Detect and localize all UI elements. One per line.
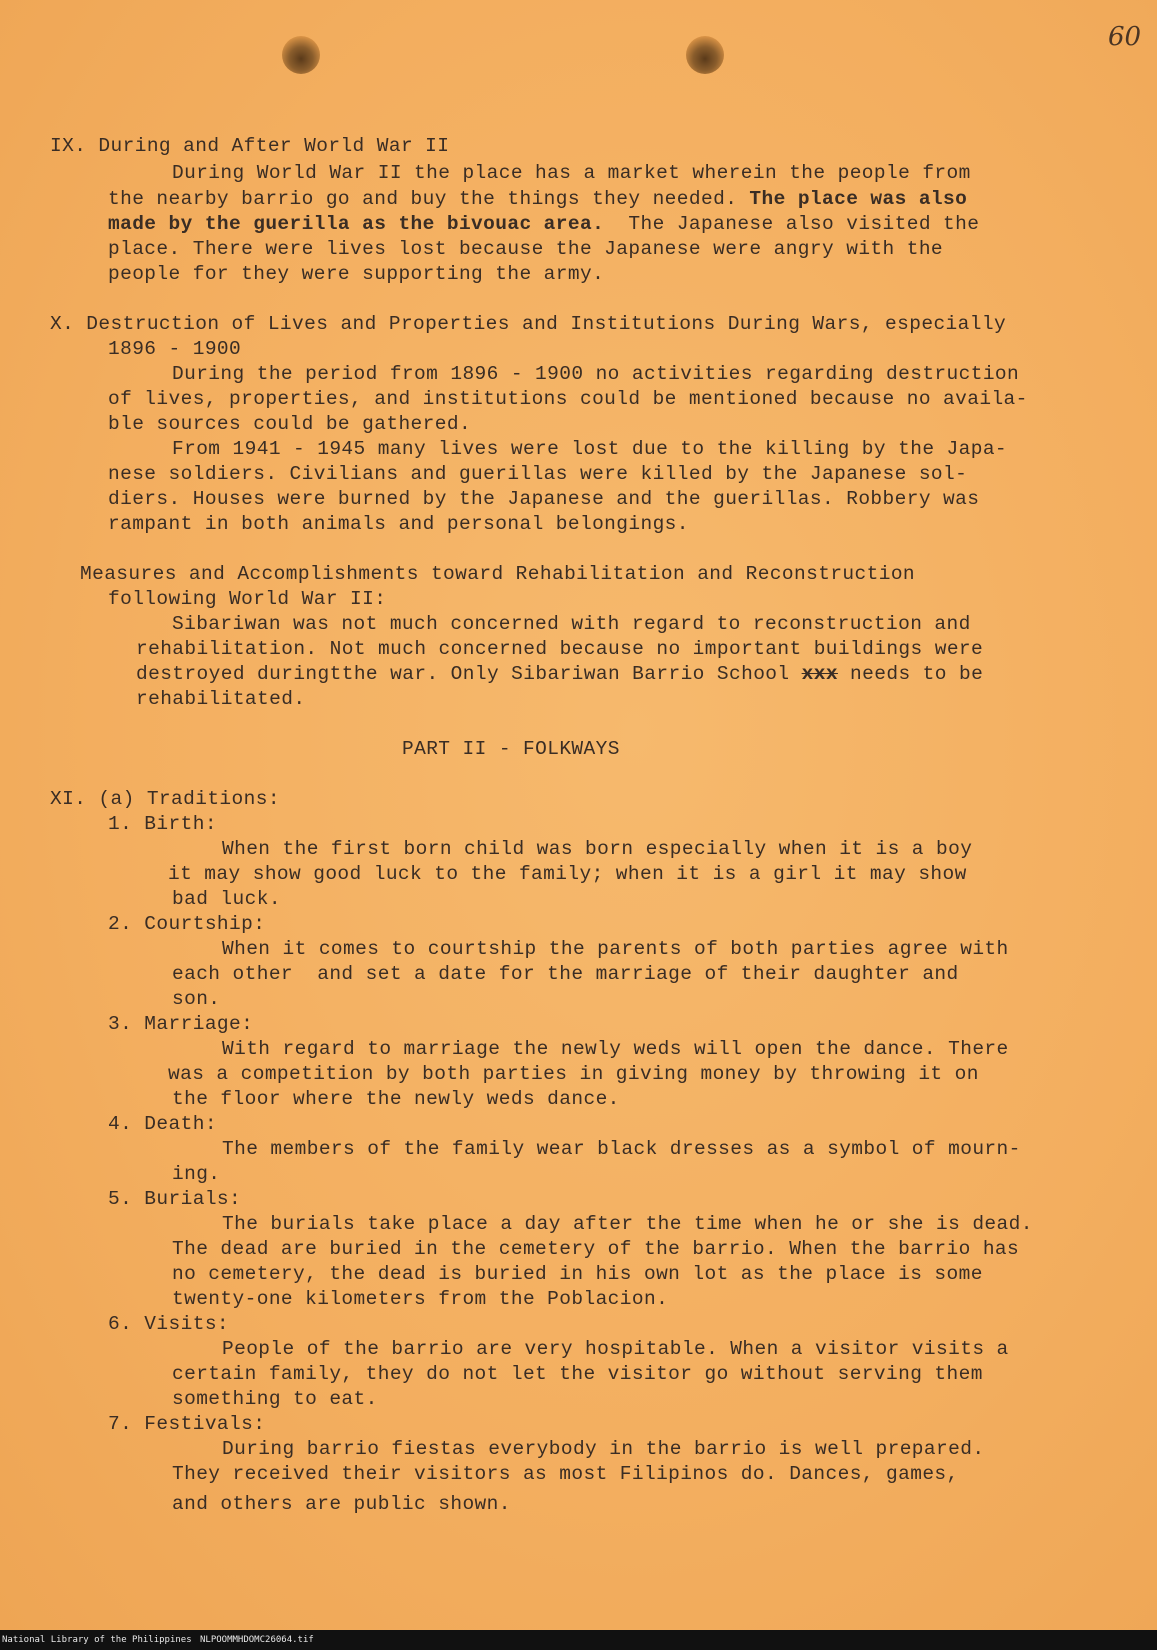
text-line: rehabilitated. (136, 688, 306, 710)
text-line: was a competition by both parties in giving money by throwing it on (168, 1063, 979, 1085)
section-ix-heading: IX. During and After World War II (50, 135, 450, 157)
text-line: made by the guerilla as the bivouac area. The Japanese also visited the (108, 213, 980, 235)
text-line: of lives, properties, and institutions could be mentioned because no availa- (108, 388, 1028, 410)
section-xi-heading: XI. (a) Traditions: (50, 788, 280, 810)
text-line: From 1941 - 1945 many lives were lost due to the killing by the Japa- (172, 438, 1008, 460)
text-line: During World War II the place has a market wherein the people from (172, 162, 971, 184)
struck-text: xxx (801, 663, 838, 685)
text-line: During the period from 1896 - 1900 no activities regarding destruction (172, 363, 1020, 385)
item-label: 4. Death: (108, 1113, 217, 1135)
text-line: ing. (172, 1163, 221, 1185)
item-label: 7. Festivals: (108, 1413, 266, 1435)
part-title: PART II - FOLKWAYS (402, 738, 620, 760)
text-line: and others are public shown. (172, 1493, 511, 1515)
text-line: diers. Houses were burned by the Japanese and the guerillas. Robbery was (108, 488, 980, 510)
text-line: twenty-one kilometers from the Poblacion. (172, 1288, 669, 1310)
text-line: son. (172, 988, 221, 1010)
section-x-heading: X. Destruction of Lives and Properties and Institutions During Wars, especially (50, 313, 1007, 335)
item-label: 1. Birth: (108, 813, 217, 835)
text-line: The dead are buried in the cemetery of the barrio. When the barrio has (172, 1238, 1020, 1260)
text-line: ble sources could be gathered. (108, 413, 472, 435)
item-label: 3. Marriage: (108, 1013, 254, 1035)
text-line: certain family, they do not let the visitor go without serving them (172, 1363, 983, 1385)
text-line: When it comes to courtship the parents of both parties agree with (222, 938, 1009, 960)
page-number: 60 (1108, 22, 1142, 52)
text-line: something to eat. (172, 1388, 378, 1410)
text-line: People of the barrio are very hospitable. When a visitor visits a (222, 1338, 1009, 1360)
text-line: destroyed duringtthe war. Only Sibariwan Barrio School xxx needs to be (136, 663, 984, 685)
text-line: it may show good luck to the family; when it is a girl it may show (168, 863, 967, 885)
text-line: The burials take place a day after the time when he or she is dead. (222, 1213, 1033, 1235)
footer-filename: NLPOOMMHDOMC26064.tif (200, 1635, 314, 1645)
text-line: bad luck. (172, 888, 281, 910)
footer-library: National Library of the Philippines (2, 1635, 192, 1645)
measures-heading: Measures and Accomplishments toward Rehabilitation and Reconstruction (80, 563, 916, 585)
text-line: rehabilitation. Not much concerned because no important buildings were (136, 638, 984, 660)
text-line: each other and set a date for the marriage of their daughter and (172, 963, 959, 985)
text-line: Sibariwan was not much concerned with regard to reconstruction and (172, 613, 971, 635)
text-line: no cemetery, the dead is buried in his own lot as the place is some (172, 1263, 983, 1285)
text-line: rampant in both animals and personal belongings. (108, 513, 689, 535)
measures-heading: following World War II: (108, 588, 387, 610)
text-line: During barrio fiestas everybody in the barrio is well prepared. (222, 1438, 985, 1460)
punch-hole (686, 36, 724, 74)
text-line: The members of the family wear black dresses as a symbol of mourn- (222, 1138, 1021, 1160)
text-line: the nearby barrio go and buy the things they needed. The place was also (108, 188, 968, 210)
text-line: When the first born child was born especially when it is a boy (222, 838, 973, 860)
section-x-heading: 1896 - 1900 (108, 338, 242, 360)
text-line: They received their visitors as most Filipinos do. Dances, games, (172, 1463, 959, 1485)
text-line: people for they were supporting the army. (108, 263, 605, 285)
item-label: 5. Burials: (108, 1188, 242, 1210)
text-line: nese soldiers. Civilians and guerillas were killed by the Japanese sol- (108, 463, 968, 485)
text-line: the floor where the newly weds dance. (172, 1088, 620, 1110)
text-line: With regard to marriage the newly weds will open the dance. There (222, 1038, 1009, 1060)
punch-hole (282, 36, 320, 74)
scan-footer (0, 1630, 1157, 1650)
item-label: 2. Courtship: (108, 913, 266, 935)
text-line: place. There were lives lost because the Japanese were angry with the (108, 238, 944, 260)
item-label: 6. Visits: (108, 1313, 230, 1335)
